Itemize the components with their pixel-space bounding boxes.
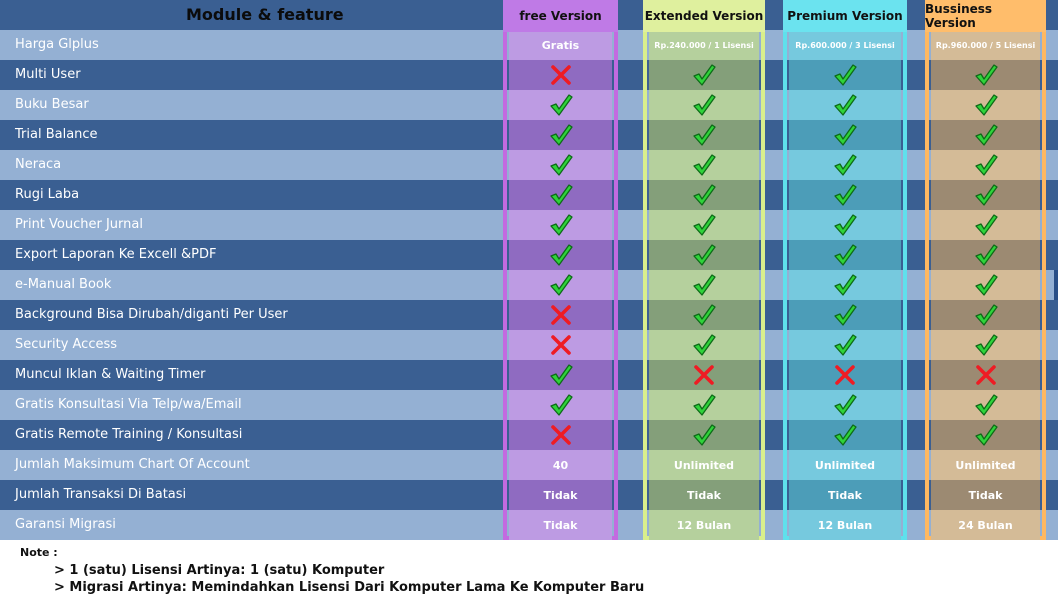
- cell-premium: [783, 240, 907, 270]
- cell-free: [503, 360, 618, 390]
- cross-icon: [974, 363, 998, 387]
- check-icon: [692, 213, 716, 237]
- check-icon: [974, 63, 998, 87]
- check-icon: [549, 393, 573, 417]
- cell-business: [925, 330, 1046, 360]
- check-icon: [549, 363, 573, 387]
- cell-value: Unlimited: [955, 458, 1016, 472]
- cell-value: Tidak: [687, 488, 721, 502]
- cell-value: 24 Bulan: [958, 518, 1013, 532]
- check-icon: [692, 423, 716, 447]
- check-icon: [833, 183, 857, 207]
- row-label: Rugi Laba: [15, 187, 80, 202]
- row-label: Multi User: [15, 67, 81, 82]
- cell-premium: [783, 510, 907, 540]
- note-line: > Migrasi Artinya: Memindahkan Lisensi Dari Komputer Lama Ke Komputer Baru: [54, 580, 645, 595]
- check-icon: [549, 273, 573, 297]
- check-icon: [974, 213, 998, 237]
- cross-icon: [549, 333, 573, 357]
- cell-business: [925, 120, 1046, 150]
- cell-extended: [643, 360, 765, 390]
- cell-value: Unlimited: [814, 458, 876, 472]
- cell-premium: [783, 390, 907, 420]
- check-icon: [974, 423, 998, 447]
- cell-business: [925, 210, 1046, 240]
- cell-extended: [643, 480, 765, 510]
- cell-value: 12 Bulan: [676, 518, 732, 532]
- column-header-free: free Version: [503, 0, 618, 32]
- cell-premium: [783, 30, 907, 60]
- cell-value: Tidak: [968, 488, 1003, 502]
- check-icon: [692, 183, 716, 207]
- row-label: Harga Glplus: [15, 37, 99, 52]
- check-icon: [974, 183, 998, 207]
- cell-business: [925, 60, 1046, 90]
- cell-premium: [783, 120, 907, 150]
- row-label: Jumlah Transaksi Di Batasi: [15, 487, 187, 502]
- cell-business: [925, 450, 1046, 480]
- cell-premium: [783, 450, 907, 480]
- cross-icon: [549, 423, 573, 447]
- cell-premium: [783, 180, 907, 210]
- check-icon: [692, 123, 716, 147]
- check-icon: [833, 93, 857, 117]
- check-icon: [974, 153, 998, 177]
- check-icon: [692, 303, 716, 327]
- cell-value: 12 Bulan: [817, 518, 873, 532]
- cell-business: [925, 480, 1046, 510]
- cell-value: Tidak: [828, 488, 862, 502]
- cell-business: [925, 300, 1046, 330]
- cell-extended: [643, 90, 765, 120]
- check-icon: [549, 213, 573, 237]
- row-label: Print Voucher Jurnal: [15, 217, 143, 232]
- check-icon: [833, 333, 857, 357]
- cell-premium: [783, 330, 907, 360]
- cell-business: [925, 180, 1046, 210]
- cell-free: [503, 150, 618, 180]
- check-icon: [974, 93, 998, 117]
- cell-free: [503, 60, 618, 90]
- cell-extended: [643, 30, 765, 60]
- cell-business: [925, 270, 1046, 300]
- check-icon: [833, 393, 857, 417]
- column-header-business: Bussiness Version: [925, 0, 1046, 32]
- cell-free: [503, 180, 618, 210]
- cell-premium: [783, 300, 907, 330]
- check-icon: [692, 63, 716, 87]
- cell-extended: [643, 330, 765, 360]
- check-icon: [549, 93, 573, 117]
- cell-extended: [643, 150, 765, 180]
- cell-business: [925, 30, 1046, 60]
- cell-value: Tidak: [543, 488, 578, 502]
- cell-free: [503, 240, 618, 270]
- row-label: Muncul Iklan & Waiting Timer: [15, 367, 206, 382]
- cell-extended: [643, 390, 765, 420]
- check-icon: [974, 303, 998, 327]
- note-label: Note :: [20, 546, 58, 559]
- check-icon: [692, 333, 716, 357]
- cell-business: [925, 390, 1046, 420]
- cell-free: [503, 480, 618, 510]
- cell-premium: [783, 150, 907, 180]
- cell-premium: [783, 210, 907, 240]
- cell-extended: [643, 60, 765, 90]
- check-icon: [692, 93, 716, 117]
- cell-free: [503, 420, 618, 450]
- cell-free: [503, 510, 618, 540]
- cell-premium: [783, 420, 907, 450]
- cell-extended: [643, 180, 765, 210]
- row-label: Background Bisa Dirubah/diganti Per User: [15, 307, 288, 322]
- check-icon: [974, 273, 998, 297]
- cell-business: [925, 360, 1046, 390]
- cell-value: Rp.960.000 / 5 Lisensi: [935, 40, 1036, 50]
- row-label: Security Access: [15, 337, 118, 352]
- check-icon: [833, 213, 857, 237]
- check-icon: [833, 243, 857, 267]
- check-icon: [692, 273, 716, 297]
- check-icon: [974, 243, 998, 267]
- cell-business: [925, 150, 1046, 180]
- cell-business: [925, 240, 1046, 270]
- column-header-premium: Premium Version: [783, 0, 907, 32]
- check-icon: [833, 63, 857, 87]
- check-icon: [692, 393, 716, 417]
- cell-value: 40: [552, 458, 569, 472]
- check-icon: [549, 243, 573, 267]
- check-icon: [974, 123, 998, 147]
- cell-extended: [643, 210, 765, 240]
- cross-icon: [833, 363, 857, 387]
- check-icon: [974, 393, 998, 417]
- cell-value: Gratis: [541, 38, 580, 52]
- cross-icon: [549, 63, 573, 87]
- check-icon: [833, 303, 857, 327]
- cell-extended: [643, 270, 765, 300]
- check-icon: [692, 153, 716, 177]
- column-header-extended: Extended Version: [643, 0, 765, 32]
- cell-value: Unlimited: [673, 458, 735, 472]
- cell-free: [503, 30, 618, 60]
- check-icon: [974, 333, 998, 357]
- cell-premium: [783, 90, 907, 120]
- cell-premium: [783, 360, 907, 390]
- cell-extended: [643, 240, 765, 270]
- row-label: Gratis Remote Training / Konsultasi: [15, 427, 243, 442]
- row-label: Neraca: [15, 157, 62, 172]
- cell-extended: [643, 300, 765, 330]
- check-icon: [549, 153, 573, 177]
- cell-extended: [643, 120, 765, 150]
- cell-value: Rp.600.000 / 3 Lisensi: [795, 40, 895, 50]
- cell-free: [503, 120, 618, 150]
- cell-extended: [643, 510, 765, 540]
- cell-value: Tidak: [543, 518, 578, 532]
- cell-premium: [783, 480, 907, 510]
- check-icon: [833, 423, 857, 447]
- cell-free: [503, 270, 618, 300]
- row-label: Trial Balance: [15, 127, 98, 142]
- cell-extended: [643, 420, 765, 450]
- cell-business: [925, 420, 1046, 450]
- cell-free: [503, 330, 618, 360]
- cell-free: [503, 300, 618, 330]
- cell-free: [503, 390, 618, 420]
- table-title: Module & feature: [186, 5, 344, 24]
- row-label: Export Laporan Ke Excell &PDF: [15, 247, 217, 262]
- check-icon: [692, 243, 716, 267]
- row-label: Garansi Migrasi: [15, 517, 116, 532]
- cross-icon: [692, 363, 716, 387]
- cell-premium: [783, 270, 907, 300]
- row-label: Jumlah Maksimum Chart Of Account: [15, 457, 250, 472]
- cell-premium: [783, 60, 907, 90]
- cell-extended: [643, 450, 765, 480]
- check-icon: [549, 123, 573, 147]
- row-label: e-Manual Book: [15, 277, 112, 292]
- cell-business: [925, 90, 1046, 120]
- check-icon: [833, 273, 857, 297]
- row-label: Buku Besar: [15, 97, 89, 112]
- cell-free: [503, 210, 618, 240]
- cell-value: Rp.240.000 / 1 Lisensi: [654, 40, 754, 50]
- cell-business: [925, 510, 1046, 540]
- check-icon: [549, 183, 573, 207]
- check-icon: [833, 153, 857, 177]
- edge-marker: [1054, 270, 1058, 300]
- row-label: Gratis Konsultasi Via Telp/wa/Email: [15, 397, 242, 412]
- note-line: > 1 (satu) Lisensi Artinya: 1 (satu) Komputer: [54, 563, 385, 578]
- check-icon: [833, 123, 857, 147]
- cross-icon: [549, 303, 573, 327]
- cell-free: [503, 90, 618, 120]
- cell-free: [503, 450, 618, 480]
